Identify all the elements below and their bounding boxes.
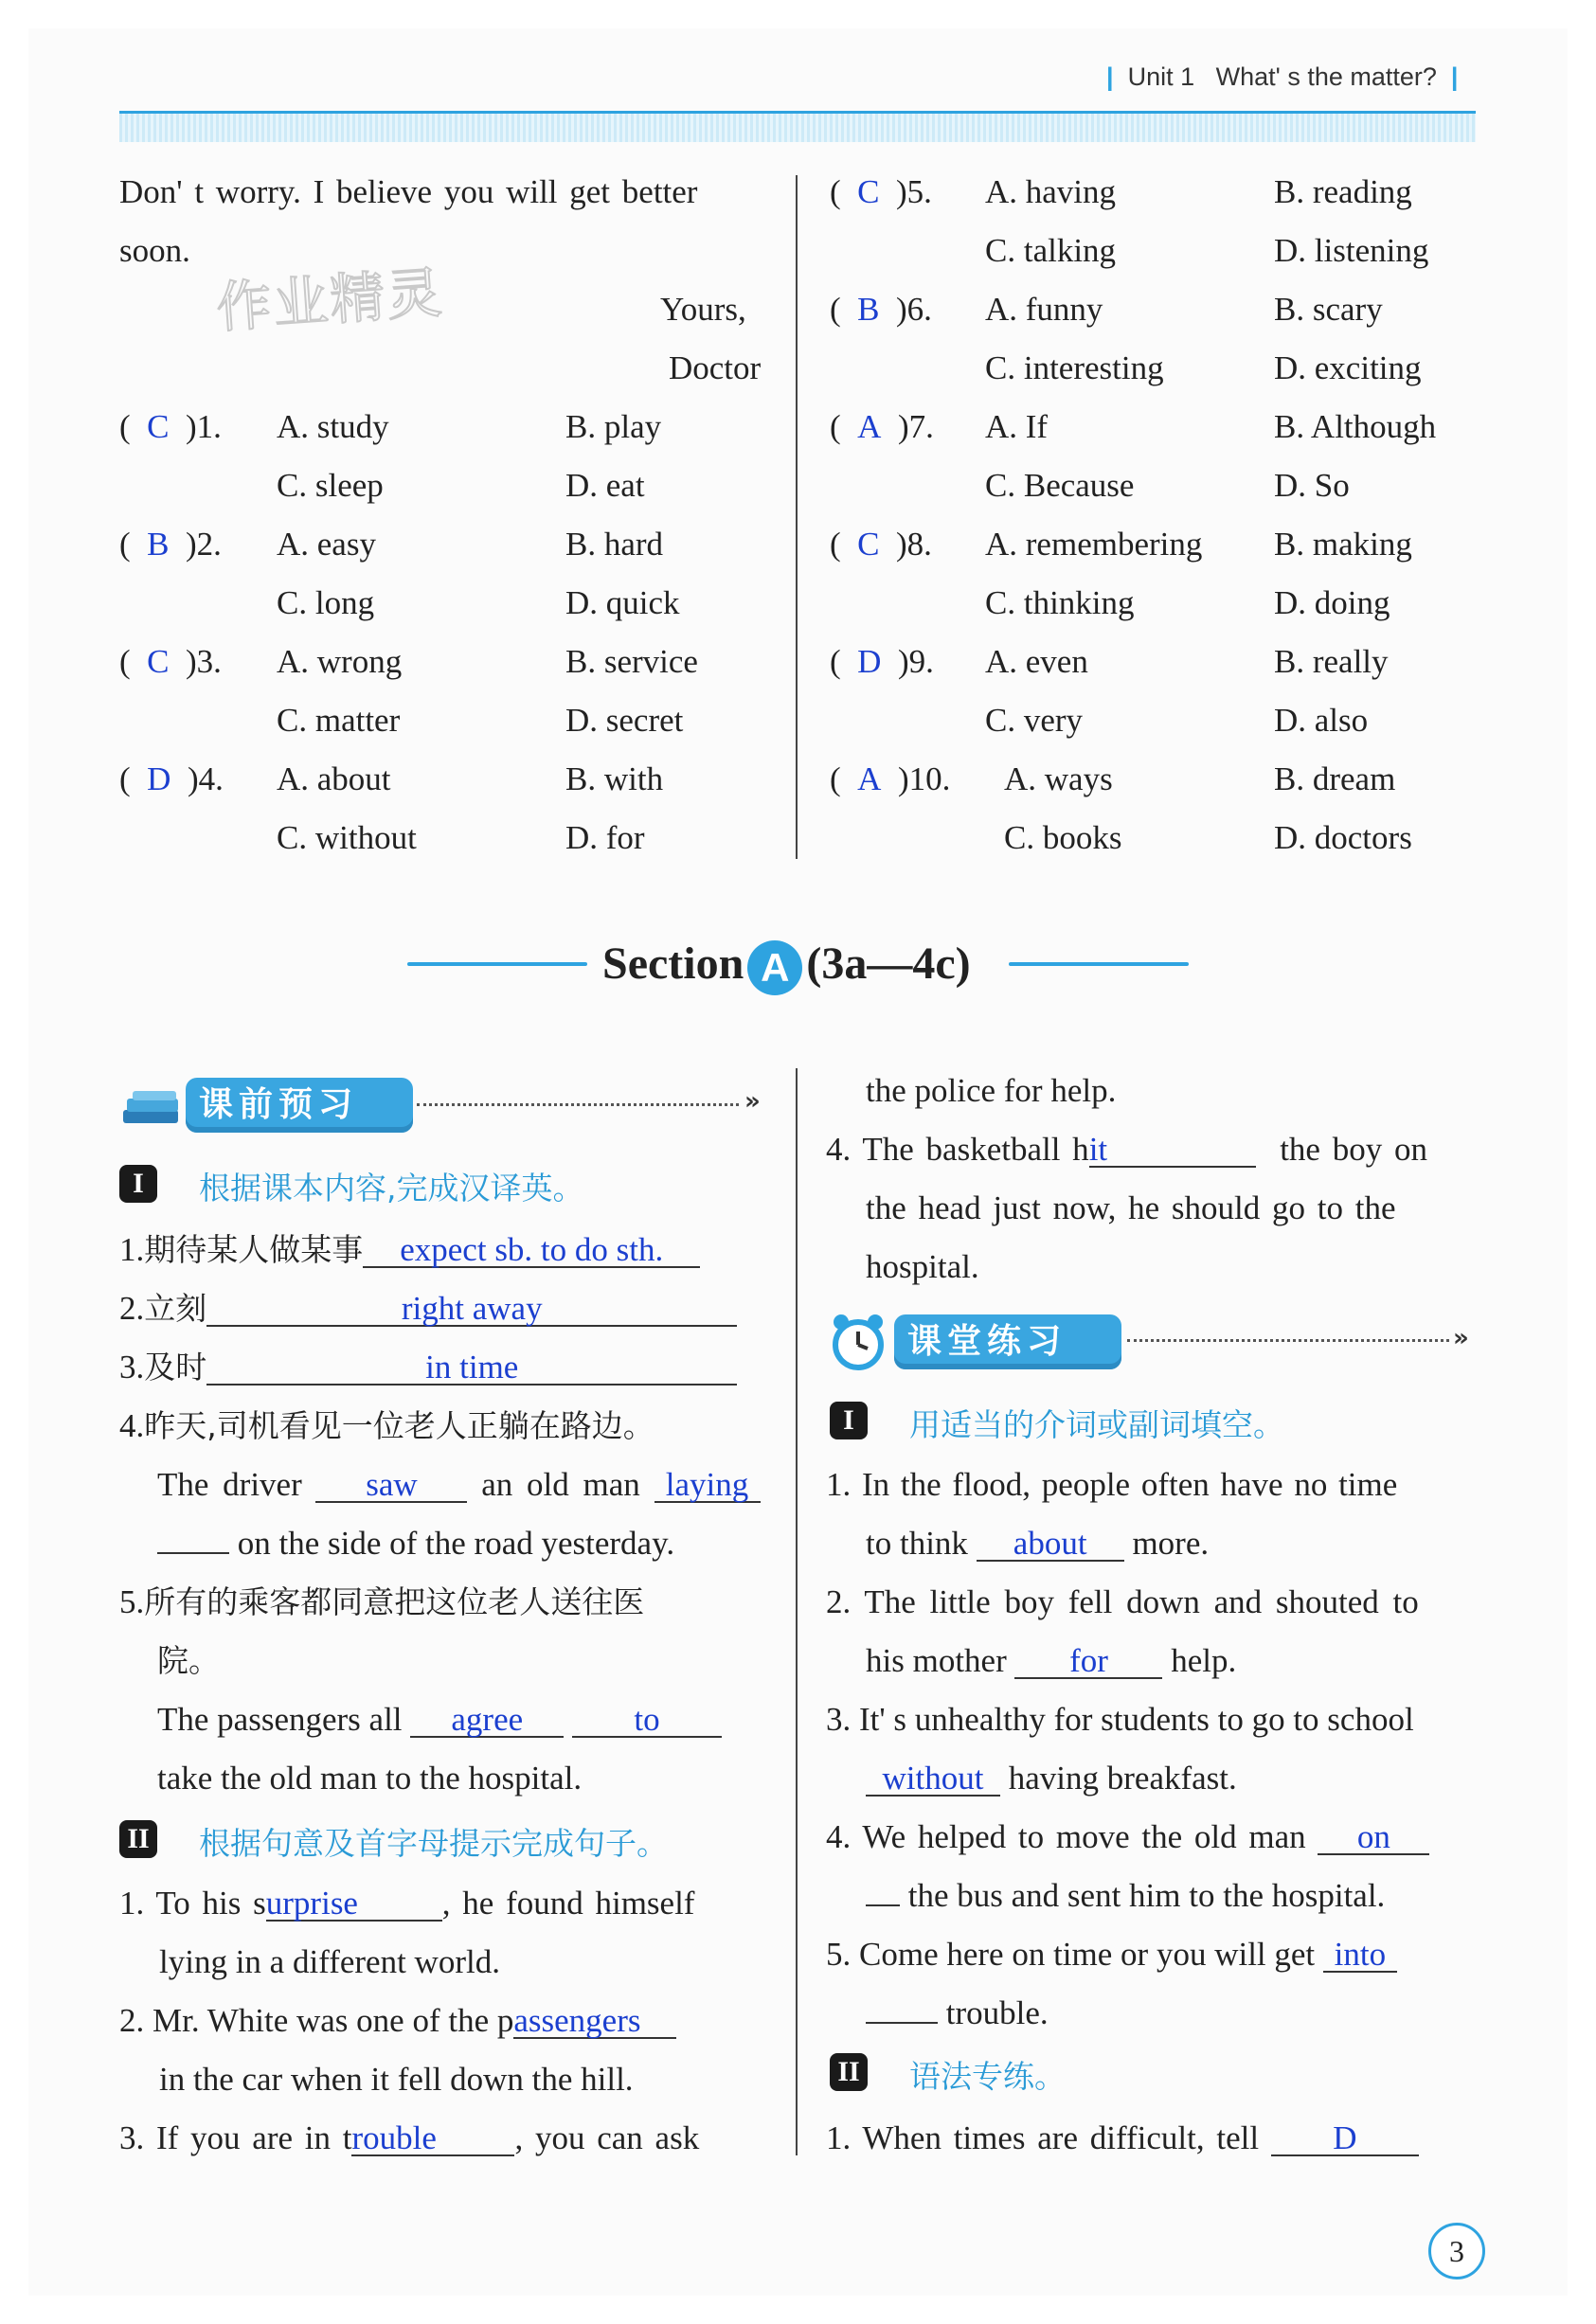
option-b: B. service xyxy=(565,643,698,680)
prep-q5-line2 xyxy=(866,1994,1049,2032)
translate-q5-prompt-cont: 院。 xyxy=(157,1642,220,1679)
sentence-text: The driver xyxy=(157,1466,302,1503)
option-b: B. Although xyxy=(1274,408,1437,445)
option-a: A. study xyxy=(277,408,389,445)
option-a: A. having xyxy=(985,173,1117,210)
translate-q5-prompt xyxy=(119,1583,644,1621)
sentence-text: more. xyxy=(1132,1525,1210,1562)
answer-6: B xyxy=(857,291,880,328)
option-b: B. making xyxy=(1274,526,1412,563)
option-b: B. really xyxy=(1274,643,1389,680)
question-number: 1. xyxy=(119,1885,145,1922)
option-a: A. wrong xyxy=(277,643,403,680)
prep-q3-line1 xyxy=(826,1701,1414,1739)
answer-blank: without xyxy=(866,1762,1000,1797)
option-d: D. So xyxy=(1274,467,1350,504)
sentence-text: trouble. xyxy=(945,1994,1049,2031)
double-arrow-icon: » xyxy=(744,1087,761,1116)
complete-q4-line2: the head just now, he should go to the xyxy=(866,1189,1396,1226)
unit-label: Unit 1 xyxy=(1127,63,1195,91)
option-c: C. matter xyxy=(277,702,401,739)
preview-banner: 课前预习 xyxy=(186,1078,413,1133)
question-number: 1. xyxy=(119,1231,145,1268)
sentence-text: Come here on time or you will get xyxy=(859,1936,1316,1973)
option-c: C. sleep xyxy=(277,467,384,504)
option-d: D. secret xyxy=(565,702,684,739)
prep-q5-line1 xyxy=(826,1936,1397,1974)
letter-line-2: soon. xyxy=(119,232,190,269)
answer-7: A xyxy=(857,408,882,445)
question-number: 5. xyxy=(826,1936,852,1973)
option-d: D. for xyxy=(565,819,645,856)
option-c: C. without xyxy=(277,819,417,856)
watermark: 作业精灵 xyxy=(214,259,446,341)
roman-numeral-badge: I xyxy=(830,1402,868,1439)
option-a: A. even xyxy=(985,643,1088,680)
question-number: 2. xyxy=(119,1290,145,1327)
prep-q4-line2 xyxy=(866,1877,1385,1915)
question-number: 7. xyxy=(908,408,934,445)
unit-title: What' s the matter? xyxy=(1215,63,1437,91)
complete-q2-line1 xyxy=(119,2002,676,2040)
answer-5: C xyxy=(857,173,880,210)
sentence-text: having breakfast. xyxy=(1008,1760,1237,1797)
double-arrow-icon: » xyxy=(1453,1324,1469,1352)
roman-numeral-badge: II xyxy=(119,1820,157,1858)
sentence-text: the boy on xyxy=(1280,1131,1427,1168)
complete-q2-line2: in the car when it fell down the hill. xyxy=(159,2061,634,2098)
letter-signature: Doctor xyxy=(669,349,762,386)
sentence-text: We helped to move the old man xyxy=(862,1818,1306,1855)
answer-blank: it xyxy=(1089,1134,1256,1168)
answer-blank: rouble xyxy=(351,2122,514,2156)
sentence-text: When times are difficult, tell xyxy=(862,2119,1260,2156)
column-divider-bottom xyxy=(796,1068,798,2155)
section-label: Section xyxy=(602,939,744,989)
option-a: A. easy xyxy=(277,526,376,563)
question-number: 3. xyxy=(196,643,222,680)
sentence-text: , you can ask xyxy=(514,2119,700,2156)
sentence-text: Mr. White was one of the p xyxy=(152,2002,514,2039)
chinese-prompt: 及时 xyxy=(144,1349,207,1385)
option-b: B. with xyxy=(565,760,664,797)
option-c: C. thinking xyxy=(985,584,1135,621)
grammar-q1 xyxy=(826,2119,1419,2157)
sentence-text: an old man xyxy=(481,1466,640,1503)
complete-q4-line1 xyxy=(826,1131,1427,1169)
option-d: D. quick xyxy=(565,584,680,621)
translate-q4-prompt xyxy=(119,1407,655,1445)
column-divider-top xyxy=(796,175,798,859)
option-d: D. eat xyxy=(565,467,645,504)
complete-q1-line2: lying in a different world. xyxy=(159,1943,500,1980)
prep-q1-line1 xyxy=(826,1466,1397,1504)
question-number: 4. xyxy=(198,760,224,797)
translate-q1 xyxy=(119,1231,700,1269)
translate-q5-line1 xyxy=(157,1701,722,1739)
prep-q2-line1 xyxy=(826,1583,1419,1621)
question-number: 2. xyxy=(826,1583,852,1620)
page-number: 3 xyxy=(1428,2223,1485,2279)
option-b: B. reading xyxy=(1274,173,1412,210)
complete-q3-line2: the police for help. xyxy=(866,1072,1117,1109)
answer-blank: on xyxy=(1318,1821,1429,1855)
option-d: D. doing xyxy=(1274,584,1390,621)
option-a: A. If xyxy=(985,408,1049,445)
answer-blank: laying xyxy=(655,1469,761,1503)
option-d: D. also xyxy=(1274,702,1369,739)
option-c: C. interesting xyxy=(985,349,1164,386)
banner-dots xyxy=(417,1103,739,1106)
answer-1: C xyxy=(147,408,170,445)
prep-q1-line2 xyxy=(866,1525,1209,1563)
section-letter-badge: A xyxy=(747,940,802,995)
letter-line-1: Don' t worry. I believe you will get better xyxy=(119,173,698,210)
option-b: B. dream xyxy=(1274,760,1396,797)
answer-8: C xyxy=(857,526,880,563)
option-c: C. long xyxy=(277,584,375,621)
roman-numeral-badge: II xyxy=(830,2053,868,2091)
option-d: D. exciting xyxy=(1274,349,1422,386)
option-b: B. scary xyxy=(1274,291,1383,328)
translate-q3 xyxy=(119,1349,737,1386)
question-number: 4. xyxy=(826,1131,852,1168)
translate-q2 xyxy=(119,1290,737,1328)
question-number: 1. xyxy=(196,408,222,445)
question-number: 2. xyxy=(119,2002,145,2039)
header-band xyxy=(119,114,1476,142)
question-number: 3. xyxy=(826,1701,852,1738)
answer-9: D xyxy=(857,643,882,680)
book-icon xyxy=(119,1089,186,1127)
answer-3: C xyxy=(147,643,170,680)
answer-blank: agree xyxy=(410,1704,564,1738)
sentence-text: It' s unhealthy for students to go to school xyxy=(859,1701,1414,1738)
instruction-translate: 根据课本内容,完成汉译英。 xyxy=(199,1170,584,1207)
sentence-text: , he found himself xyxy=(441,1885,695,1922)
sentence-text: The little boy fell down and shouted to xyxy=(864,1583,1419,1620)
chinese-prompt: 昨天,司机看见一位老人正躺在路边。 xyxy=(144,1407,655,1444)
letter-closing: Yours, xyxy=(660,291,746,328)
option-a: A. remembering xyxy=(985,526,1203,563)
option-d: D. doctors xyxy=(1274,819,1412,856)
question-number: 1. xyxy=(826,1466,852,1503)
question-number: 9. xyxy=(908,643,934,680)
sentence-text: In the flood, people often have no time xyxy=(862,1466,1398,1503)
question-number: 8. xyxy=(906,526,932,563)
option-d: D. listening xyxy=(1274,232,1429,269)
answer-blank: to xyxy=(572,1704,722,1738)
answer-blank xyxy=(866,1904,900,1906)
answer-blank: for xyxy=(1014,1645,1162,1679)
answer-blank: urprise xyxy=(266,1887,442,1922)
practice-banner: 课堂练习 xyxy=(894,1314,1121,1369)
sentence-text: on the side of the road yesterday. xyxy=(237,1525,675,1562)
answer-blank: saw xyxy=(315,1469,467,1503)
complete-q3-line1 xyxy=(119,2119,699,2157)
sentence-text: help. xyxy=(1171,1642,1237,1679)
complete-q1-line1 xyxy=(119,1885,694,1922)
option-c: C. very xyxy=(985,702,1084,739)
answer-blank: into xyxy=(1323,1939,1397,1973)
section-rule-right xyxy=(1009,962,1189,966)
option-b: B. play xyxy=(565,408,662,445)
question-number: 5. xyxy=(906,173,932,210)
answer-blank xyxy=(866,2022,938,2024)
option-a: A. funny xyxy=(985,291,1103,328)
question-number: 10. xyxy=(908,760,951,797)
option-c: C. Because xyxy=(985,467,1135,504)
question-number: 4. xyxy=(826,1818,852,1855)
answer-2: B xyxy=(147,526,170,563)
question-number: 3. xyxy=(119,2119,145,2156)
sentence-text: his mother xyxy=(866,1642,1007,1679)
alarm-clock-icon xyxy=(828,1311,888,1371)
answer-blank: in time xyxy=(206,1351,737,1385)
question-number: 2. xyxy=(196,526,222,563)
sentence-text: The basketball h xyxy=(862,1131,1089,1168)
chinese-prompt: 立刻 xyxy=(144,1290,207,1327)
sentence-text: The passengers all xyxy=(157,1701,403,1738)
prep-q3-line2 xyxy=(866,1760,1237,1797)
answer-blank xyxy=(157,1552,229,1554)
banner-dots xyxy=(1127,1339,1449,1342)
instruction-complete: 根据句意及首字母提示完成句子。 xyxy=(199,1825,668,1862)
question-number: 4. xyxy=(119,1407,145,1444)
translate-q4-line1 xyxy=(157,1466,761,1504)
answer-4: D xyxy=(147,760,171,797)
sentence-text: To his s xyxy=(155,1885,266,1922)
answer-blank: assengers xyxy=(513,2005,676,2039)
section-range: (3a—4c) xyxy=(806,939,971,989)
instruction-grammar: 语法专练。 xyxy=(909,2058,1066,2095)
answer-blank: expect sb. to do sth. xyxy=(363,1234,700,1268)
question-number: 3. xyxy=(119,1349,145,1385)
sentence-text: the bus and sent him to the hospital. xyxy=(907,1877,1386,1914)
translate-q4-line2 xyxy=(157,1525,674,1563)
chinese-prompt: 所有的乘客都同意把这位老人送往医 xyxy=(144,1583,645,1620)
chinese-prompt: 期待某人做某事 xyxy=(144,1231,364,1268)
section-title xyxy=(602,938,971,995)
question-number: 6. xyxy=(906,291,932,328)
instruction-prepositions: 用适当的介词或副词填空。 xyxy=(909,1406,1284,1443)
sentence-text: If you are in t xyxy=(156,2119,352,2156)
section-rule-left xyxy=(407,962,587,966)
answer-blank: D xyxy=(1271,2122,1419,2156)
answer-10: A xyxy=(857,760,882,797)
sentence-text: to think xyxy=(866,1525,968,1562)
running-header: | Unit 1 What' s the matter? | xyxy=(1106,63,1459,91)
prep-q4-line1 xyxy=(826,1818,1429,1856)
translate-q5-line2: take the old man to the hospital. xyxy=(157,1760,583,1797)
option-b: B. hard xyxy=(565,526,664,563)
prep-q2-line2 xyxy=(866,1642,1236,1680)
question-number: 5. xyxy=(119,1583,145,1620)
answer-blank: about xyxy=(977,1528,1124,1562)
roman-numeral-badge: I xyxy=(119,1165,157,1203)
option-a: A. ways xyxy=(1004,760,1113,797)
question-number: 1. xyxy=(826,2119,852,2156)
option-c: C. talking xyxy=(985,232,1117,269)
option-c: C. books xyxy=(1004,819,1122,856)
complete-q4-line3: hospital. xyxy=(866,1248,979,1285)
option-a: A. about xyxy=(277,760,391,797)
answer-blank: right away xyxy=(206,1293,737,1327)
